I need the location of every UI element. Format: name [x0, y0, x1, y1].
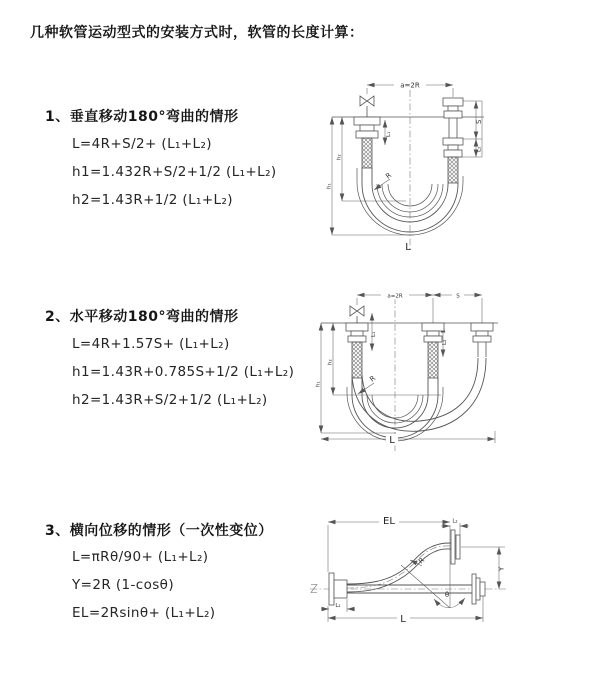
- page-title: 几种软管运动型式的安装方式时，软管的长度计算：: [30, 25, 364, 41]
- diagram-lateral-displacement: [300, 502, 600, 652]
- formula-1-2: h1=1.432R+S/2+1/2 (L₁+L₂): [72, 164, 277, 180]
- formula-3-3: EL=2Rsinθ+ (L₁+L₂): [72, 605, 216, 621]
- diagram-vertical-u-bend: [310, 68, 600, 263]
- right-fitting: [471, 323, 493, 357]
- formula-3-2: Y=2R (1-cosθ): [72, 577, 174, 593]
- section-3-heading: 3、横向位移的情形（一次性变位）: [45, 523, 273, 539]
- section-2-heading: 2、水平移动180°弯曲的情形: [45, 309, 239, 325]
- dim-label-h1: h₁: [315, 381, 322, 387]
- dim-label-l2: L₂: [442, 339, 448, 345]
- valve-icon: [360, 96, 374, 117]
- dim-label-a2r: a=2R: [387, 293, 403, 300]
- dim-label-l: L: [400, 614, 406, 625]
- left-fitting: [346, 323, 368, 378]
- dim-label-h1: h₁: [326, 183, 333, 189]
- dim-label-l2: L₂: [476, 146, 483, 152]
- dim-label-s: S: [475, 119, 483, 124]
- formula-3-1: L=πRθ/90+ (L₁+L₂): [72, 549, 209, 565]
- dimension-lines: [332, 85, 482, 235]
- formula-2-3: h2=1.43R+S/2+1/2 (L₁+L₂): [72, 392, 268, 408]
- right-fitting: [443, 98, 463, 183]
- hose-u-bend-position2: [352, 358, 486, 431]
- dim-label-s: S: [456, 293, 460, 300]
- dim-label-r: R: [384, 171, 394, 181]
- formula-1-3: h2=1.43R+1/2 (L₁+L₂): [72, 192, 233, 208]
- dim-label-l: L: [389, 435, 395, 446]
- dim-label-l2: L₂: [452, 518, 458, 525]
- dim-label-el: EL: [383, 516, 395, 527]
- formula-2-2: h1=1.43R+0.785S+1/2 (L₁+L₂): [72, 364, 295, 380]
- dimension-lines: [321, 522, 505, 622]
- middle-fitting: [422, 323, 444, 378]
- dim-label-l1: L₁: [371, 331, 377, 337]
- left-fitting: [329, 573, 347, 605]
- diagram-horizontal-u-bend: [308, 283, 600, 468]
- dim-label-r: R: [417, 556, 427, 566]
- dim-label-h2: h₂: [327, 359, 334, 365]
- dim-label-r: R: [368, 374, 378, 384]
- formula-1-1: L=4R+S/2+ (L₁+L₂): [72, 136, 212, 152]
- section-1-heading: 1、垂直移动180°弯曲的情形: [45, 109, 239, 125]
- dim-label-l1: L₁: [386, 131, 392, 137]
- centerline-symbol: [311, 585, 317, 593]
- dim-label-y: Y: [497, 566, 506, 571]
- dim-label-theta: θ: [444, 591, 450, 599]
- dim-label-l: L: [405, 242, 411, 253]
- valve-icon: [350, 306, 364, 323]
- dim-label-h2: h₂: [336, 154, 343, 160]
- formula-2-1: L=4R+1.57S+ (L₁+L₂): [72, 336, 230, 352]
- left-fitting: [354, 117, 380, 168]
- dim-label-a2r: a=2R: [400, 81, 420, 90]
- dim-label-l1: L₁: [335, 603, 341, 609]
- upper-right-flange: [451, 530, 460, 564]
